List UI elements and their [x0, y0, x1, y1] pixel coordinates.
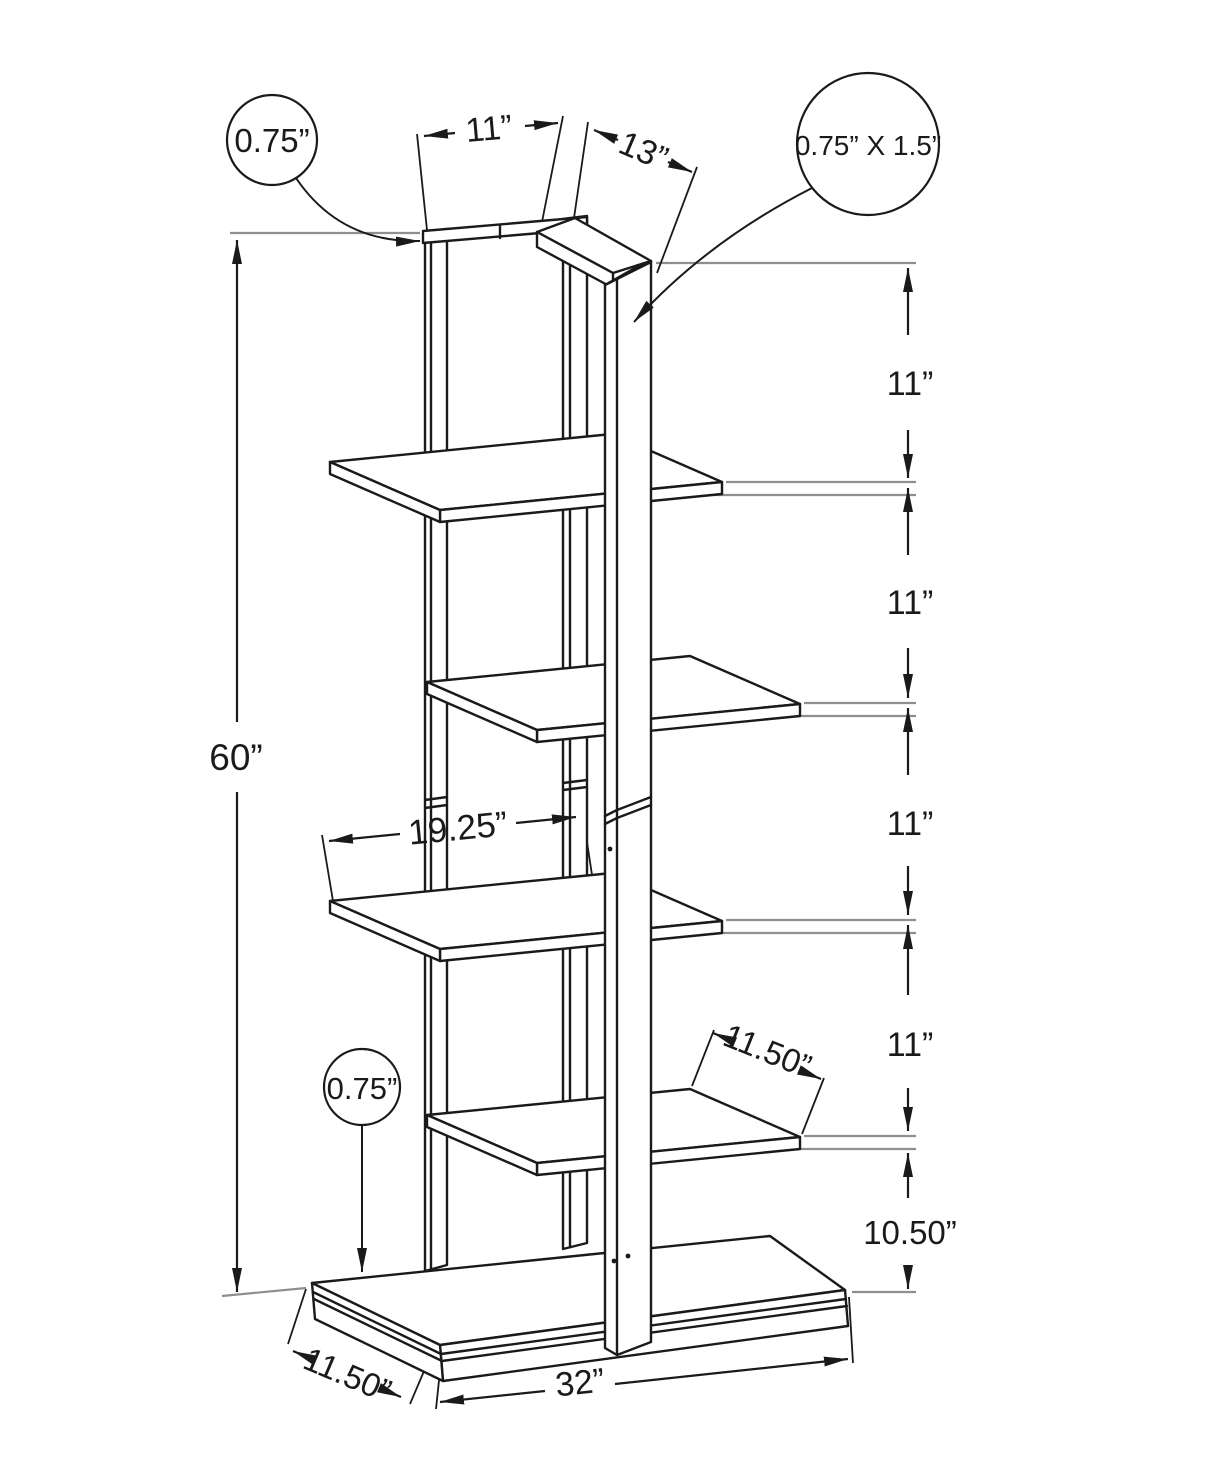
shelf-3 [330, 873, 722, 961]
callout-label-top-left: 0.75” [234, 122, 310, 159]
callout-top-right [634, 73, 941, 322]
dim-label-spacing-2: 11” [886, 584, 934, 622]
dim-label-spacing-1: 11” [886, 365, 934, 403]
dim-middle-shelf-width [329, 804, 576, 852]
dim-spacing-5 [863, 1153, 957, 1289]
callout-label-top-right: 0.75” X 1.5” [794, 130, 942, 161]
dim-spacing-4 [887, 925, 934, 1131]
dim-label-overall-height: 60” [209, 737, 263, 778]
dim-top-frame-width [424, 108, 558, 150]
dim-label-shelf-depth: 11.50” [718, 1016, 817, 1085]
dim-label-spacing-3: 11” [886, 805, 934, 843]
screw-hole-dot [608, 847, 613, 852]
central-post [605, 261, 651, 1355]
dim-overall-height [209, 240, 262, 1292]
dim-shelf-depth [713, 1016, 821, 1084]
dim-label-top-frame-width: 11” [464, 108, 514, 150]
base-platform [312, 1236, 848, 1381]
shelf-1 [330, 434, 722, 522]
dim-top-beam [594, 124, 692, 178]
dim-spacing-2 [887, 488, 934, 698]
dim-label-base-depth: 11.50” [298, 1339, 397, 1410]
shelf-unit [312, 216, 848, 1381]
dim-label-spacing-5: 10.50” [863, 1214, 957, 1251]
dim-label-top-beam: 13” [613, 123, 674, 179]
dim-spacing-1 [887, 268, 934, 478]
dim-label-base-width: 32” [553, 1361, 607, 1405]
callout-top-left [227, 95, 420, 241]
callout-label-bottom-left: 0.75” [326, 1071, 398, 1106]
callout-bottom-left [324, 1049, 400, 1272]
screw-hole-dot [626, 1254, 631, 1259]
screw-hole-dot [612, 1259, 617, 1264]
dim-spacing-3 [887, 708, 934, 915]
dim-label-spacing-4: 11” [886, 1026, 934, 1064]
dim-label-middle-shelf-width: 19.25” [406, 804, 510, 853]
